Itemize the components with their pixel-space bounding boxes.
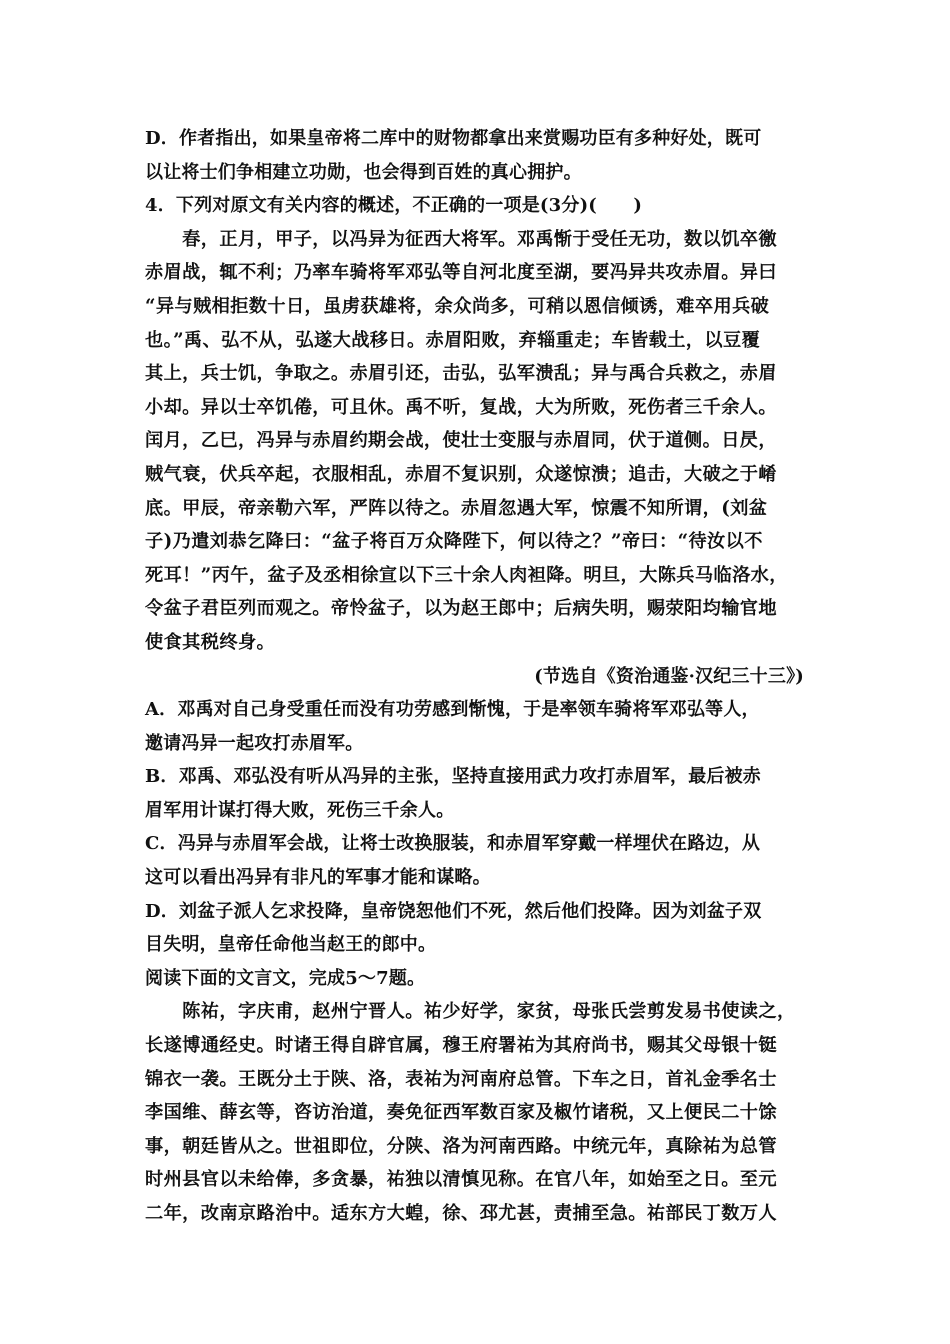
option-d-prev-line-1: D．作者指出，如果皇帝将二库中的财物都拿出来赏赐功臣有多种好处，既可 — [145, 128, 762, 149]
question-4: 4．下列对原文有关内容的概述，不正确的一项是(3分)( ) — [145, 195, 643, 217]
option-d-line-1: D．刘盆子派人乞求投降，皇帝饶恕他们不死，然后他们投降。因为刘盆子双 — [145, 900, 762, 922]
passage2-line: 长遂博通经史。时诸王得自辟官属，穆王府署祐为其府尚书，赐其父母银十铤 — [145, 1035, 777, 1057]
passage2-line: 陈祐，字庆甫，赵州宁晋人。祐少好学，家贫，母张氏尝剪发易书使读之， — [145, 1001, 796, 1023]
option-b-line-2: 眉军用计谋打得大败，死伤三千余人。 — [145, 799, 455, 821]
option-d-prev-line-2: 以让将士们争相建立功勋，也会得到百姓的真心拥护。 — [145, 161, 582, 183]
passage1-line: 死耳！”丙午，盆子及丞相徐宣以下三十余人肉袒降。明旦，大陈兵马临洛水， — [145, 564, 788, 586]
passage-source: (节选自《资治通鉴·汉纪三十三》) — [534, 665, 804, 687]
passage1-line: 小却。异以士卒饥倦，可且休。禹不听，复战，大为所败，死伤者三千余人。 — [145, 396, 777, 418]
option-c-line-1: C．冯异与赤眉军会战，让将士改换服装，和赤眉军穿戴一样埋伏在路边，从 — [145, 833, 761, 855]
passage1-line: 使食其税终身。 — [145, 631, 276, 653]
passage2-line: 锦衣一袭。王既分土于陕、洛，表祐为河南府总管。下车之日，首礼金季名士 — [145, 1068, 777, 1090]
passage1-line: 贼气衰，伏兵卒起，衣服相乱，赤眉不复识别，众遂惊溃；追击，大破之于崤 — [145, 463, 777, 485]
passage1-line: 令盆子君臣列而观之。帝怜盆子，以为赵王郎中；后病失明，赐荥阳均输官地 — [145, 598, 777, 620]
passage2-line: 二年，改南京路治中。适东方大蝗，徐、邳尤甚，责捕至急。祐部民丁数万人 — [145, 1203, 777, 1224]
passage1-line: 赤眉战，辄不利；乃率车骑将军邓弘等自河北度至湖，要冯异共攻赤眉。异曰 — [145, 262, 777, 284]
option-a-line-1: A．邓禹对自己身受重任而没有功劳感到惭愧，于是率领车骑将军邓弘等人， — [145, 699, 760, 721]
passage2-line: 事，朝廷皆从之。世祖即位，分陕、洛为河南西路。中统元年，真除祐为总管 — [145, 1135, 777, 1157]
passage2-line: 时州县官以未给俸，多贪暴，祐独以清慎见称。在官八年，如始至之日。至元 — [145, 1169, 777, 1191]
passage1-line: 其上，兵士饥，争取之。赤眉引还，击弘，弘军溃乱；异与禹合兵救之，赤眉 — [145, 363, 777, 385]
passage2-line: 李国维、薛玄等，咨访治道，奏免征西军数百家及椒竹诸税，又上便民二十馀 — [145, 1102, 777, 1124]
reading-instruction: 阅读下面的文言文，完成5～7题。 — [145, 967, 426, 989]
passage1-line: 子)乃遣刘恭乞降曰：“盆子将百万众降陛下，何以待之？”帝曰：“待汝以不 — [145, 531, 763, 553]
option-c-line-2: 这可以看出冯异有非凡的军事才能和谋略。 — [145, 867, 491, 889]
passage1-line: 春，正月，甲子，以冯异为征西大将军。邓禹惭于受任无功，数以饥卒徼 — [145, 228, 777, 250]
option-a-line-2: 邀请冯异一起攻打赤眉军。 — [145, 732, 364, 754]
passage1-line: “异与贼相拒数十日，虽虏获雄将，余众尚多，可稍以恩信倾诱，难卒用兵破 — [145, 295, 770, 317]
option-d-line-2: 目失明，皇帝任命他当赵王的郎中。 — [145, 934, 437, 956]
passage1-line: 底。甲辰，帝亲勒六军，严阵以待之。赤眉忽遇大军，惊震不知所谓，(刘盆 — [145, 497, 768, 519]
option-b-line-1: B．邓禹、邓弘没有听从冯异的主张，坚持直接用武力攻打赤眉军，最后被赤 — [145, 766, 762, 788]
passage1-line: 也。”禹、弘不从，弘遂大战移日。赤眉阳败，弃辎重走；车皆载土，以豆覆 — [145, 329, 761, 351]
passage1-line: 闰月，乙巳，冯异与赤眉约期会战，使壮士变服与赤眉同，伏于道侧。日昃， — [145, 430, 777, 452]
document-page — [145, 122, 810, 1231]
